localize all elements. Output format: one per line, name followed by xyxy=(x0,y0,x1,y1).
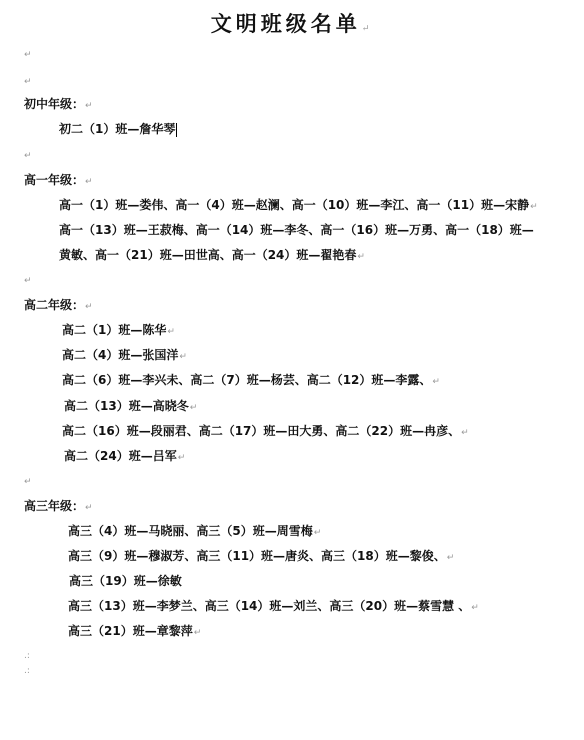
class-line-text: 高三（9）班—穆淑芳、高三（11）班—唐炎、高三（18）班—黎俊、 xyxy=(68,549,446,563)
class-line[interactable] xyxy=(59,195,538,215)
paragraph-mark-icon: ↵ xyxy=(179,352,187,362)
class-line-text: 高三（13）班—李梦兰、高三（14）班—刘兰、高三（20）班—蔡雪慧 、 xyxy=(68,599,471,613)
document-title xyxy=(0,8,584,38)
paragraph-mark-icon: ↵ xyxy=(193,628,202,638)
heading-text: 高三年级： xyxy=(24,499,85,513)
section-heading-grade2 xyxy=(24,295,93,315)
paragraph-mark-icon: ↵ xyxy=(471,603,479,613)
class-line-text: 高三（19）班—徐敏 xyxy=(69,574,182,588)
paragraph-mark-icon: ↵ xyxy=(85,302,93,312)
end-mark: .: xyxy=(24,651,30,661)
paragraph-mark-icon: ↵ xyxy=(530,202,538,212)
document-title-text: 文明班级名单 xyxy=(210,11,361,36)
class-line[interactable] xyxy=(62,320,175,340)
class-line[interactable] xyxy=(62,345,187,365)
class-line-text: 高二（24）班—吕军 xyxy=(64,449,177,463)
class-line[interactable] xyxy=(68,521,321,541)
class-line[interactable] xyxy=(64,446,185,466)
class-line-text: 初二（1）班—詹华琴 xyxy=(59,122,176,136)
class-line[interactable] xyxy=(59,245,365,265)
class-line-text: 高三（21）班—章黎萍 xyxy=(68,624,193,638)
class-line[interactable] xyxy=(62,370,440,390)
heading-text: 高二年级： xyxy=(24,298,85,312)
paragraph-mark-icon: ↵ xyxy=(24,50,32,60)
text-cursor xyxy=(176,123,177,137)
paragraph-mark-icon: ↵ xyxy=(313,528,322,538)
class-line-text: 高二（16）班—段丽君、高二（17）班—田大勇、高二（22）班—冉彦、 xyxy=(62,424,461,438)
class-line[interactable] xyxy=(68,546,454,566)
end-mark: .: xyxy=(24,666,30,676)
heading-text: 初中年级： xyxy=(24,97,85,111)
class-line-text: 高二（1）班—陈华 xyxy=(62,323,167,337)
class-line[interactable] xyxy=(69,571,182,591)
class-line-text: 高一（1）班—娄伟、高一（4）班—赵澜、高一（10）班—李江、高一（11）班—宋静 xyxy=(59,198,530,212)
paragraph-mark-icon: ↵ xyxy=(85,503,93,513)
paragraph-mark-icon: ↵ xyxy=(167,327,175,337)
paragraph-mark-icon: ↵ xyxy=(85,177,93,187)
paragraph-mark-icon: ↵ xyxy=(357,252,365,262)
class-line-text: 黄敏、高一（21）班—田世高、高一（24）班—翟艳春 xyxy=(59,248,357,262)
class-line[interactable] xyxy=(68,621,201,641)
class-line[interactable] xyxy=(68,596,479,616)
paragraph-mark-icon: ↵ xyxy=(24,77,32,87)
class-line[interactable] xyxy=(59,119,177,139)
class-line[interactable] xyxy=(64,396,197,416)
paragraph-mark-icon: ↵ xyxy=(189,403,198,413)
paragraph-mark-icon: ↵ xyxy=(177,453,186,463)
section-heading-grade3 xyxy=(24,496,93,516)
class-line-text: 高二（13）班—高晓冬 xyxy=(64,399,189,413)
class-line[interactable] xyxy=(59,220,534,240)
paragraph-mark-icon: ↵ xyxy=(432,377,440,387)
class-line-text: 高二（4）班—张国洋 xyxy=(62,348,179,362)
paragraph-mark-icon: ↵ xyxy=(24,477,32,487)
heading-text: 高一年级： xyxy=(24,173,85,187)
section-heading-junior xyxy=(24,94,93,114)
class-line-text: 高二（6）班—李兴未、高二（7）班—杨芸、高二（12）班—李露、 xyxy=(62,373,432,387)
paragraph-mark-icon: ↵ xyxy=(85,101,93,111)
section-heading-grade1 xyxy=(24,170,93,190)
class-line-text: 高一（13）班—王菽梅、高一（14）班—李冬、高一（16）班—万勇、高一（18）班— xyxy=(59,223,534,237)
paragraph-mark-icon: ↵ xyxy=(461,428,469,438)
class-line-text: 高三（4）班—马晓丽、高三（5）班—周雪梅 xyxy=(68,524,313,538)
paragraph-mark-icon: ↵ xyxy=(446,553,455,563)
class-line[interactable] xyxy=(62,421,469,441)
paragraph-mark-icon: ↵ xyxy=(361,24,374,34)
paragraph-mark-icon: ↵ xyxy=(24,276,32,286)
paragraph-mark-icon: ↵ xyxy=(24,151,32,161)
